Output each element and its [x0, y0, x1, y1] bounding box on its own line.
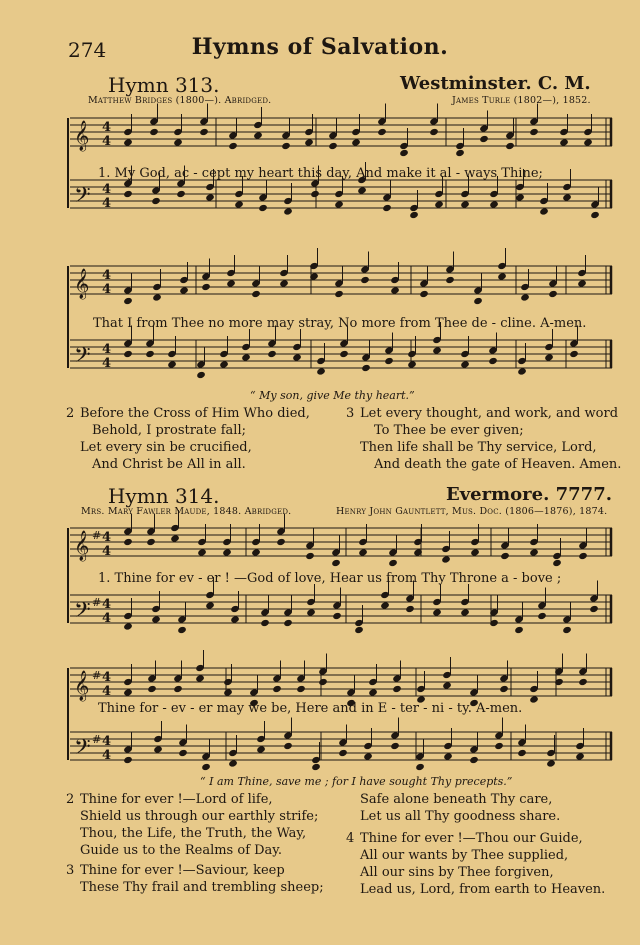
notehead — [251, 548, 261, 556]
notehead — [354, 626, 364, 634]
notehead — [363, 752, 373, 760]
notehead — [283, 619, 293, 627]
time-signature-digit: 4 — [102, 611, 112, 626]
notehead — [199, 128, 209, 136]
notehead — [151, 197, 161, 205]
hymn-314-verse-4 — [346, 830, 626, 898]
verse-number: 2 — [66, 406, 75, 421]
notehead — [258, 204, 268, 212]
notehead — [384, 357, 394, 365]
notehead — [539, 207, 549, 215]
notehead — [488, 357, 498, 365]
notehead — [328, 142, 338, 150]
verse-line: All our wants by Thee supplied, — [360, 848, 569, 863]
notehead — [292, 353, 302, 361]
notehead — [517, 749, 527, 757]
notehead — [123, 622, 133, 630]
notehead — [196, 371, 206, 379]
treble-clef-icon: 𝄞 — [74, 269, 90, 299]
hymn-313-title: Hymn 313. — [108, 73, 220, 97]
notehead — [499, 685, 509, 693]
notehead — [318, 678, 328, 686]
notehead — [432, 346, 442, 354]
notehead — [177, 626, 187, 634]
notehead — [368, 688, 378, 696]
notehead — [514, 626, 524, 634]
notehead — [442, 681, 452, 689]
notehead — [311, 763, 321, 771]
notehead — [279, 279, 289, 287]
notehead — [470, 548, 480, 556]
hymn-314-tune: Evermore. 7777. — [446, 484, 612, 505]
notehead — [529, 548, 539, 556]
notehead — [123, 756, 133, 764]
notehead — [460, 608, 470, 616]
notehead — [382, 204, 392, 212]
notehead — [296, 685, 306, 693]
time-signature-digit: 4 — [102, 684, 112, 699]
notehead — [339, 350, 349, 358]
notehead — [405, 605, 415, 613]
notehead — [575, 752, 585, 760]
notehead — [260, 619, 270, 627]
notehead — [123, 350, 133, 358]
notehead — [338, 749, 348, 757]
verse-line: Guide us to the Realms of Day. — [80, 843, 283, 858]
notehead — [123, 297, 133, 305]
notehead — [520, 293, 530, 301]
time-signature-digit: 4 — [102, 544, 112, 559]
notehead — [441, 555, 451, 563]
notehead — [222, 548, 232, 556]
verse-line: Safe alone beneath Thy care, — [360, 792, 553, 807]
time-signature-digit: 4 — [102, 597, 112, 612]
sharp-icon: # — [92, 596, 102, 609]
notehead — [390, 286, 400, 294]
notehead — [562, 626, 572, 634]
hymn-314-verse-2 — [66, 791, 356, 859]
treble-clef-icon: 𝄞 — [74, 531, 90, 561]
time-signature-digit: 4 — [102, 134, 112, 149]
hymn-314-words-credit: Mrs. Mary Fawler Maude, 1848. Abridged. — [81, 506, 292, 517]
notehead — [151, 615, 161, 623]
time-signature-digit: 4 — [102, 670, 112, 685]
notehead — [316, 367, 326, 375]
notehead — [256, 745, 266, 753]
sharp-icon: # — [92, 669, 102, 682]
notehead — [153, 745, 163, 753]
notehead — [569, 350, 579, 358]
time-signature-digit: 4 — [102, 120, 112, 135]
hymn-313-verse-3 — [346, 405, 622, 473]
verse-line: To Thee be ever given; — [374, 423, 524, 438]
notehead — [388, 559, 398, 567]
notehead — [537, 612, 547, 620]
verse-number: 3 — [66, 863, 75, 878]
notehead — [251, 290, 261, 298]
notehead — [123, 138, 133, 146]
notehead — [552, 559, 562, 567]
notehead — [334, 290, 344, 298]
sharp-icon: # — [92, 529, 102, 542]
bass-clef-icon: 𝄢 — [74, 598, 91, 628]
notehead — [455, 149, 465, 157]
notehead — [230, 615, 240, 623]
notehead — [590, 211, 600, 219]
time-signature-digit: 4 — [102, 356, 112, 371]
notehead — [399, 149, 409, 157]
notehead — [145, 350, 155, 358]
treble-clef-icon: 𝄞 — [74, 671, 90, 701]
notehead — [146, 538, 156, 546]
notehead — [548, 290, 558, 298]
hymn-314-system-2 — [66, 660, 616, 780]
notehead — [283, 742, 293, 750]
notehead — [201, 763, 211, 771]
hymn-314-lyric-line-2: Thine for - ev - er may we be, Here and in E - ter - ni - ty. A-men. — [98, 701, 523, 716]
verse-line: Then life shall be Thy service, Lord, — [360, 440, 597, 455]
notehead — [578, 552, 588, 560]
notehead — [529, 695, 539, 703]
hymn-313-lyric-line-2: That I from Thee no more may stray, No more from Thee de - cline. A-men. — [93, 316, 587, 331]
notehead — [123, 190, 133, 198]
notehead — [219, 360, 229, 368]
verse-number: 3 — [346, 406, 355, 421]
notehead — [351, 138, 361, 146]
notehead — [578, 678, 588, 686]
verse-line: These Thy frail and trembling sheep; — [80, 880, 324, 895]
notehead — [559, 138, 569, 146]
verse-line: Thou, the Life, the Truth, the Way, — [80, 826, 307, 841]
notehead — [517, 367, 527, 375]
notehead — [583, 138, 593, 146]
notehead — [167, 360, 177, 368]
verse-line: And death the gate of Heaven. Amen. — [374, 457, 622, 472]
notehead — [228, 759, 238, 767]
notehead — [473, 297, 483, 305]
notehead — [361, 364, 371, 372]
running-title: Hymns of Salvation. — [191, 34, 449, 60]
bass-clef-icon: 𝄢 — [74, 183, 91, 213]
notehead — [489, 200, 499, 208]
notehead — [562, 193, 572, 201]
notehead — [283, 207, 293, 215]
notehead — [434, 200, 444, 208]
notehead — [310, 190, 320, 198]
notehead — [460, 360, 470, 368]
notehead — [577, 279, 587, 287]
notehead — [479, 135, 489, 143]
hymn-314-title: Hymn 314. — [108, 484, 220, 508]
notehead — [176, 190, 186, 198]
notehead — [253, 131, 263, 139]
time-signature-digit: 4 — [102, 196, 112, 211]
notehead — [272, 685, 282, 693]
time-signature-digit: 4 — [102, 282, 112, 297]
notehead — [195, 674, 205, 682]
notehead — [407, 360, 417, 368]
notehead — [173, 685, 183, 693]
notehead — [494, 742, 504, 750]
notehead — [147, 685, 157, 693]
notehead — [281, 142, 291, 150]
notehead — [201, 283, 211, 291]
time-signature-digit: 4 — [102, 342, 112, 357]
hymn-314-music-credit: Henry John Gauntlett, Mus. Doc. (1806—1876), 1874. — [336, 506, 608, 517]
notehead — [149, 128, 159, 136]
sharp-icon: # — [92, 733, 102, 746]
hymn-314-system-1 — [66, 520, 616, 655]
time-signature-digit: 4 — [102, 182, 112, 197]
notehead — [500, 552, 510, 560]
hymn-313-tune: Westminster. C. M. — [400, 73, 591, 94]
time-signature-digit: 4 — [102, 748, 112, 763]
hymn-313-lyric-line-1: 1. My God, ac - cept my heart this day, And make it al - ways Thine; — [98, 166, 543, 181]
hymn-314-motto: “ I am Thine, save me ; for I have sought Thy precepts.” — [200, 775, 513, 788]
verse-line: Thine for ever !—Thou our Guide, — [360, 831, 583, 846]
verse-line: All our sins by Thee forgiven, — [360, 865, 554, 880]
notehead — [332, 612, 342, 620]
hymn-313-words-credit: Matthew Bridges (1800—). Abridged. — [88, 95, 272, 106]
notehead — [226, 279, 236, 287]
notehead — [409, 211, 419, 219]
notehead — [197, 548, 207, 556]
notehead — [205, 601, 215, 609]
notehead — [390, 742, 400, 750]
notehead — [305, 552, 315, 560]
hymn-313-music-credit: James Turle (1802—), 1852. — [452, 95, 591, 106]
verse-line: Let every sin be crucified, — [80, 440, 252, 455]
notehead — [460, 200, 470, 208]
notehead — [529, 128, 539, 136]
notehead — [546, 759, 556, 767]
notehead — [515, 193, 525, 201]
verse-line: Behold, I prostrate fall; — [92, 423, 246, 438]
notehead — [276, 538, 286, 546]
bass-clef-icon: 𝄢 — [74, 735, 91, 765]
hymn-314-lyric-line-1: 1. Thine for ev - er ! —God of love, Hear us from Thy Throne a - bove ; — [98, 571, 562, 586]
page-number: 274 — [68, 38, 107, 62]
hymn-314-verse-3 — [66, 862, 356, 896]
notehead — [334, 200, 344, 208]
time-signature-digit: 4 — [102, 530, 112, 545]
notehead — [469, 756, 479, 764]
notehead — [380, 601, 390, 609]
notehead — [304, 138, 314, 146]
notehead — [267, 350, 277, 358]
notehead — [178, 749, 188, 757]
notehead — [392, 685, 402, 693]
notehead — [360, 276, 370, 284]
notehead — [358, 548, 368, 556]
notehead — [228, 142, 238, 150]
notehead — [544, 353, 554, 361]
hymn-313-motto: “ My son, give Me thy heart.” — [250, 389, 415, 402]
notehead — [173, 138, 183, 146]
notehead — [445, 276, 455, 284]
time-signature-digit: 4 — [102, 734, 112, 749]
verse-line: Let every thought, and work, and word — [360, 406, 619, 421]
notehead — [234, 200, 244, 208]
notehead — [241, 353, 251, 361]
verse-line: Thine for ever !—Saviour, keep — [80, 863, 285, 878]
hymn-314-verse-3-continued — [346, 791, 626, 825]
notehead — [505, 142, 515, 150]
hymn-313-verse-2 — [66, 405, 336, 473]
verse-number: 4 — [346, 831, 355, 846]
notehead — [377, 128, 387, 136]
notehead — [123, 688, 133, 696]
notehead — [170, 534, 180, 542]
notehead — [432, 608, 442, 616]
notehead — [589, 605, 599, 613]
notehead — [497, 272, 507, 280]
notehead — [419, 290, 429, 298]
treble-clef-icon: 𝄞 — [74, 121, 90, 151]
bass-clef-icon: 𝄢 — [74, 343, 91, 373]
notehead — [357, 186, 367, 194]
verse-line: Let us all Thy goodness share. — [360, 809, 561, 824]
time-signature-digit: 4 — [102, 268, 112, 283]
verse-number: 2 — [66, 792, 75, 807]
notehead — [306, 608, 316, 616]
notehead — [429, 128, 439, 136]
verse-line: Before the Cross of Him Who died, — [80, 406, 310, 421]
verse-line: And Christ be All in all. — [92, 457, 246, 472]
notehead — [205, 193, 215, 201]
notehead — [331, 559, 341, 567]
notehead — [443, 752, 453, 760]
verse-line: Lead us, Lord, from earth to Heaven. — [360, 882, 606, 897]
verse-line: Shield us through our earthly strife; — [80, 809, 319, 824]
verse-line: Thine for ever !—Lord of life, — [80, 792, 273, 807]
notehead — [223, 688, 233, 696]
notehead — [179, 286, 189, 294]
notehead — [123, 538, 133, 546]
notehead — [415, 763, 425, 771]
notehead — [152, 293, 162, 301]
